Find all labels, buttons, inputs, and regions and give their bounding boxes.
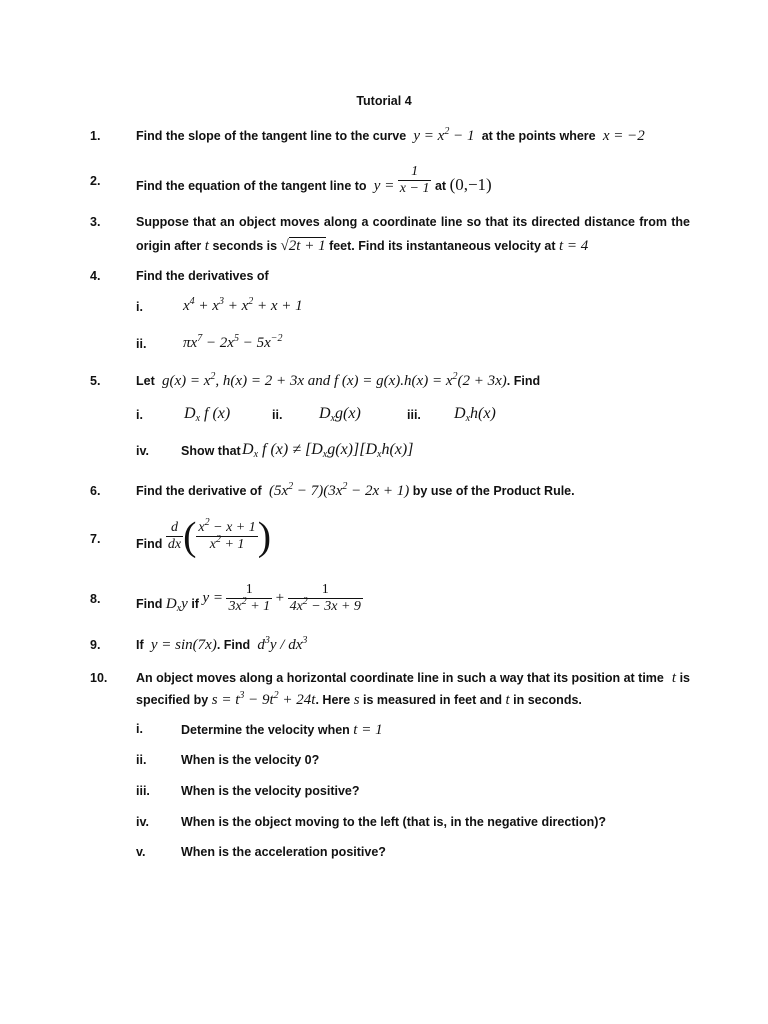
equation: $y = x^2 - 1$ (409, 126, 479, 144)
equation: y = (370, 177, 395, 194)
question-text: An object moves along a horizontal coordinate line in such a way that its position at time (136, 671, 664, 685)
equation: y = $\frac{1}{3x^2 + 1}$ + $\frac{1}{4x^2 - 3x + 9}$ (202, 582, 361, 614)
question-number: 7. (90, 532, 101, 546)
equation: $(5x^2 - 7)(3x^2 - 2x + 1)$ (265, 481, 410, 499)
question-number: 1. (90, 129, 101, 143)
question-text: at the points where (481, 129, 596, 143)
question-text: Find (136, 596, 163, 611)
question-text: origin after (136, 239, 202, 253)
equation: $\pi x^7 - 2x^5 - 5x^{-2}$ (183, 333, 283, 351)
equation: $D_x$ f (x) (184, 405, 231, 424)
question-number: 6. (90, 484, 101, 498)
question-number: 8. (90, 592, 101, 606)
equation: $D_xg(x)$ (319, 405, 361, 424)
question-text: Find (136, 536, 163, 551)
question-text: Let (136, 374, 155, 388)
sub-item-text: Determine the velocity when t = 1 (181, 722, 383, 738)
question-number: 5. (90, 374, 101, 388)
tutorial-page: Tutorial 4 1. Find the slope of the tangent line to the curve $y = x^2 - 1$ at the points where x = −2 2. Find the equation of the tangent line to y = $\frac{1}{x - 1}$ at (0,−1) 3. Suppose that an object moves along a coordinate line so that its directed distance from the origin after t seconds is √2t + 1 feet. Find its instantaneous velocity at t = 4 4. Find the derivatives of i. $x^4 + x^3 + x^2 + x + 1$ ii. $\pi x^7 - 2x^5 - 5x^{-2}$ 5. Let $g(x) = x^2$, h(x) = 2 + 3x and f $(x) = g(x).h(x) = x^2(2 + 3x)$. Find i. $D_x$ f (x) ii. $D_xg(x)$ iii. $D_xh(x)$ iv. Show that $D_x$ f $(x) \ne [D_xg(x)][D_xh(x)]$ 6. Find the derivative of $(5x^2 - 7)(3x^2 - 2x + 1)$ by use of the Product Rule. 7. Find $\frac{d}{dx}$ ( $\frac{x^2 - x + 1}{x^2 + 1}$ ) 8. Find $D_xy$ if y = $\frac{1}{3x^2 + 1}$ + $\frac{1}{4x^2 - 3x + 9}$ 9. If y = sin(7x). Find $d^3y / dx^3$ 10. An object moves along a horizontal coordinate line in such a way that its position at time t is specified by $s = t^3 - 9t^2 + 24t$. Here s is measured in feet and t in seconds. i. Determine the velocity when t = 1 ii. When is the velocity 0? iii. When is the velocity positive? iv. When is the object moving to the left (that is, in the negative direction)? v. When is the acceleration positive? (0, 0, 768, 1024)
fraction: $\frac{1}{x - 1}$ (399, 164, 430, 196)
question-number: 4. (90, 269, 101, 283)
sub-item-text: When is the velocity positive? (181, 784, 360, 798)
equation: x = −2 (599, 128, 645, 144)
sub-item-label: ii. (136, 337, 147, 351)
sub-item-label: iv. (136, 815, 149, 829)
page-title: Tutorial 4 (356, 94, 412, 108)
sub-item-label: iv. (136, 444, 149, 458)
sub-item-text: When is the object moving to the left (that is, in the negative direction)? (181, 815, 607, 829)
equation: $s = t^3 - 9t^2 + 24t$ (211, 690, 316, 708)
derivative-expression: $\frac{d}{dx}$ ( $\frac{x^2 - x + 1}{x^2 + 1}$ ) (167, 513, 272, 559)
question-number: 9. (90, 638, 101, 652)
sqrt-expression: √2t + 1 (280, 238, 326, 254)
sub-item-label: i. (136, 408, 143, 422)
question-number: 3. (90, 215, 101, 229)
question-text: Find the derivative of (136, 484, 262, 498)
question-text: Find the slope of the tangent line to the curve (136, 129, 407, 143)
question-text: Show that (181, 444, 241, 458)
sub-item-label: i. (136, 300, 143, 314)
question-text: specified by (136, 693, 209, 707)
sub-item-label: iii. (136, 784, 150, 798)
point: (0,−1) (449, 174, 492, 194)
question-text: If (136, 638, 144, 652)
equation: t = 1 (353, 722, 383, 738)
sub-item-label: iii. (407, 408, 421, 422)
question-text: at (434, 178, 447, 193)
question-text: by use of the Product Rule. (412, 484, 575, 498)
question-text: if (191, 596, 199, 611)
equation: $d^3y / dx^3$ (253, 635, 308, 653)
question-number: 2. (90, 174, 101, 188)
question-text: Find the equation of the tangent line to (136, 178, 367, 193)
question-number: 10. (90, 671, 108, 685)
question-text: is measured in feet and (363, 693, 502, 707)
sub-item-label: i. (136, 722, 143, 736)
question-text: in seconds. (513, 693, 582, 707)
sub-item-label: ii. (272, 408, 283, 422)
equation: $D_x$ f $(x) \ne [D_xg(x)][D_xh(x)]$ (242, 441, 414, 460)
sub-item-label: ii. (136, 753, 147, 767)
sub-item-text: When is the acceleration positive? (181, 845, 386, 859)
sub-item-label: v. (136, 845, 146, 859)
question-text: seconds is (212, 239, 278, 253)
sub-item-text: When is the velocity 0? (181, 753, 320, 767)
question-text: Find the derivatives of (136, 269, 269, 283)
question-text: feet. Find its instantaneous velocity at (329, 239, 556, 253)
equation: $g(x) = x^2$, h(x) = 2 + 3x and f $(x) = g(x).h(x) = x^2(2 + 3x)$ (158, 371, 507, 389)
equation: $x^4 + x^3 + x^2 + x + 1$ (183, 296, 303, 314)
equation: y = sin(7x) (147, 637, 217, 653)
question-text: Suppose that an object moves along a coordinate line so that its directed distance from the (136, 215, 690, 229)
equation: $D_xh(x)$ (454, 405, 496, 424)
